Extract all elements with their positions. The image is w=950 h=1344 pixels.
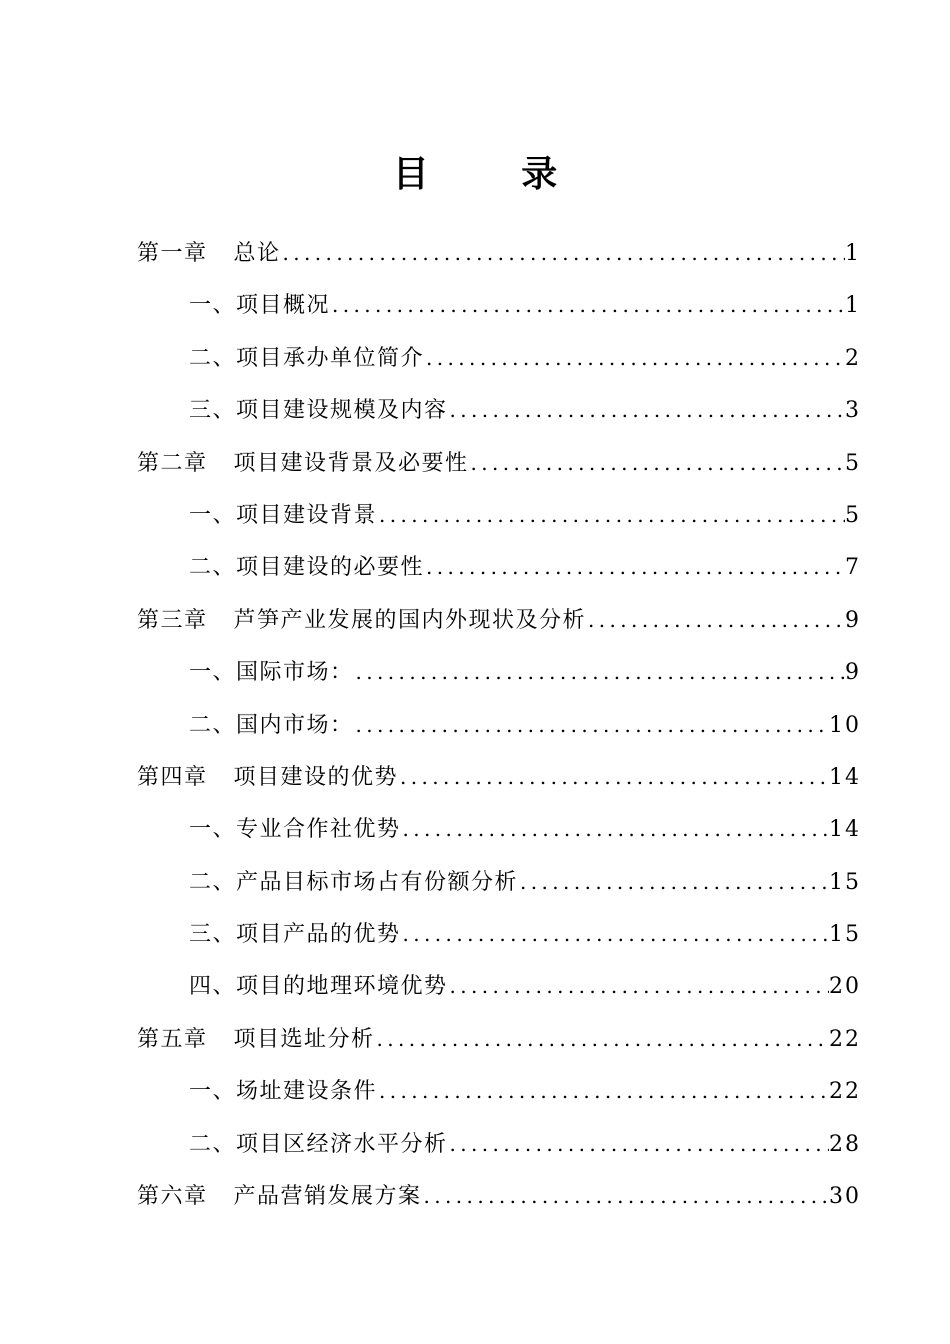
toc-entry[interactable]	[137, 446, 859, 498]
toc-page-number: 9	[845, 660, 861, 686]
toc-dot-leader	[377, 503, 845, 527]
toc-page-number: 20	[829, 974, 861, 1000]
toc-page-number: 30	[829, 1184, 861, 1210]
toc-dot-leader	[448, 1132, 829, 1156]
toc-entry-title: 项目选址分析	[233, 1026, 375, 1052]
toc-entry-number: 二、	[189, 869, 237, 895]
toc-page-number: 3	[845, 398, 861, 424]
toc-entry-number: 第三章	[137, 607, 208, 633]
toc-entry-title: 项目建设背景及必要性	[233, 450, 469, 476]
toc-entry-number: 二、	[189, 1131, 237, 1157]
toc-dot-leader	[377, 1079, 829, 1103]
toc-page-number: 28	[829, 1131, 861, 1157]
toc-page-number: 7	[845, 555, 861, 581]
toc-entry-title: 项目建设的优势	[233, 764, 399, 790]
toc-page-number: 5	[845, 450, 861, 476]
toc-entry[interactable]	[137, 1022, 859, 1074]
toc-entry-title: 产品目标市场占有份额分析	[236, 869, 519, 895]
toc-entry-title: 项目区经济水平分析	[236, 1131, 448, 1157]
toc-entry-title: 专业合作社优势	[236, 817, 401, 843]
toc-entry[interactable]	[137, 498, 859, 550]
toc-entry-number: 第二章	[137, 450, 208, 476]
toc-entry[interactable]	[137, 1179, 859, 1231]
toc-entry[interactable]	[137, 1074, 859, 1126]
toc-entry-number: 一、	[189, 293, 237, 319]
toc-page-number: 9	[845, 607, 861, 633]
toc-entry-title: 产品营销发展方案	[233, 1184, 422, 1210]
toc-page-number: 1	[845, 241, 861, 266]
toc-dot-leader	[375, 1027, 829, 1051]
toc-page-number: 1	[845, 293, 861, 319]
toc-entry[interactable]	[137, 655, 859, 707]
toc-page-number: 2	[845, 345, 861, 371]
toc-dot-leader	[401, 922, 829, 946]
toc-entry[interactable]	[137, 969, 859, 1021]
toc-entry-title: 项目建设的必要性	[236, 555, 425, 581]
toc-entry-number: 一、	[189, 817, 237, 843]
toc-page-number: 5	[845, 502, 861, 528]
toc-page-number: 22	[829, 1079, 861, 1105]
toc-dot-leader	[422, 1184, 829, 1208]
toc-entry-number: 一、	[189, 1079, 237, 1105]
toc-dot-leader	[330, 293, 845, 317]
toc-entry[interactable]	[137, 917, 859, 969]
toc-entry-title: 场址建设条件	[236, 1079, 378, 1105]
toc-entry[interactable]	[137, 760, 859, 812]
toc-entry-title: 国际市场：	[236, 660, 354, 686]
toc-dot-leader	[281, 241, 845, 265]
toc-entry-number: 一、	[189, 660, 237, 686]
toc-entry-number: 第五章	[137, 1026, 208, 1052]
toc-dot-leader	[401, 817, 829, 841]
toc-dot-leader	[424, 555, 845, 579]
toc-entry[interactable]	[137, 341, 859, 393]
page-title: 目 录	[392, 153, 598, 196]
toc-page-number: 14	[829, 817, 861, 843]
toc-entry[interactable]	[137, 865, 859, 917]
toc-entry-number: 一、	[189, 502, 237, 528]
toc-entry-number: 四、	[189, 974, 237, 1000]
toc-entry-title: 国内市场：	[236, 712, 354, 738]
toc-entry[interactable]	[137, 708, 859, 760]
toc-entry-number: 第四章	[137, 764, 208, 790]
toc-entry-title: 总论	[233, 241, 281, 266]
toc-dot-leader	[354, 713, 829, 737]
toc-entry-title: 项目产品的优势	[236, 922, 401, 948]
toc-entry-number: 第六章	[137, 1184, 208, 1210]
toc-entry-number: 二、	[189, 712, 237, 738]
toc-dot-leader	[398, 765, 829, 789]
toc-entry-number: 第一章	[137, 241, 208, 266]
toc-page-number: 15	[829, 869, 861, 895]
toc-entry[interactable]	[137, 603, 859, 655]
toc-entry-title: 项目建设背景	[236, 502, 378, 528]
toc-entry-number: 二、	[189, 345, 237, 371]
toc-page-number: 22	[829, 1026, 861, 1052]
toc-entry-title: 芦笋产业发展的国内外现状及分析	[233, 607, 587, 633]
toc-page-number: 10	[829, 712, 861, 738]
toc-page-number: 15	[829, 922, 861, 948]
toc-entry[interactable]	[137, 288, 859, 340]
toc-entry-title: 项目承办单位简介	[236, 345, 425, 371]
toc-entry-number: 三、	[189, 398, 237, 424]
toc-dot-leader	[424, 346, 845, 370]
toc-entry-number: 二、	[189, 555, 237, 581]
toc-dot-leader	[586, 608, 845, 632]
toc-dot-leader	[448, 974, 829, 998]
toc-entry-title: 项目概况	[236, 293, 331, 319]
toc-page-number: 14	[829, 764, 861, 790]
table-of-contents	[137, 236, 859, 1231]
toc-entry[interactable]	[137, 236, 859, 288]
toc-entry[interactable]	[137, 393, 859, 445]
toc-entry[interactable]	[137, 1127, 859, 1179]
toc-entry-number: 三、	[189, 922, 237, 948]
toc-dot-leader	[354, 660, 845, 684]
toc-entry[interactable]	[137, 812, 859, 864]
toc-dot-leader	[448, 398, 845, 422]
toc-entry[interactable]	[137, 550, 859, 602]
toc-dot-leader	[469, 451, 845, 475]
toc-entry-title: 项目的地理环境优势	[236, 974, 448, 1000]
toc-dot-leader	[518, 870, 829, 894]
toc-entry-title: 项目建设规模及内容	[236, 398, 448, 424]
